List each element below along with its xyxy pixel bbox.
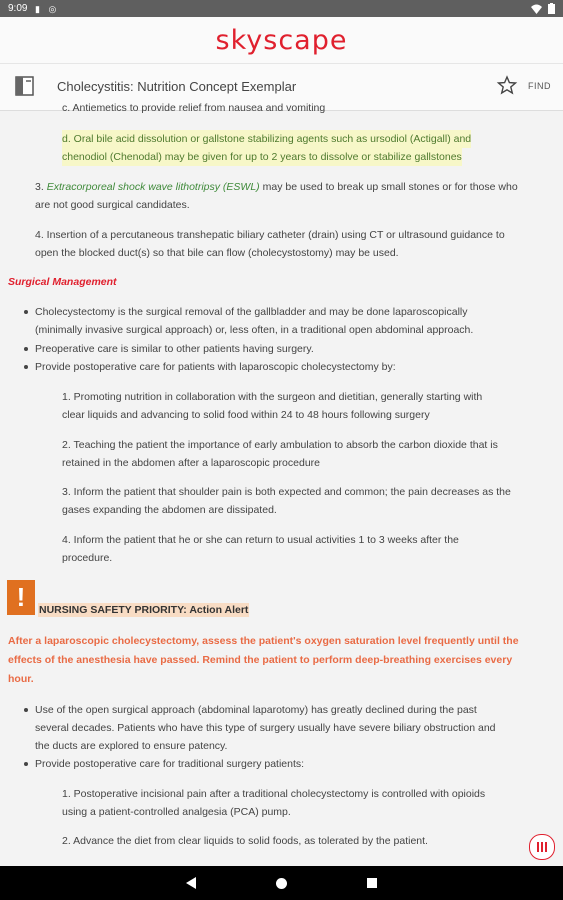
open-step-1-line2: using a patient-controlled analgesia (PCA) pump.	[62, 806, 291, 818]
system-nav-bar	[0, 866, 563, 900]
find-button[interactable]: FIND	[528, 81, 551, 91]
lap-step-4-line2: procedure.	[62, 552, 113, 564]
skyscape-logo: skyscape	[215, 24, 348, 56]
bullet-4-line1: Use of the open surgical approach (abdominal laparotomy) has greatly declined during the past	[35, 704, 477, 716]
lap-step-1-line2: clear liquids and advancing to solid food within 24 to 48 hours following surgery	[62, 409, 430, 421]
status-icons	[531, 3, 555, 14]
status-time: 9:09	[8, 3, 28, 14]
bullet-3: Provide postoperative care for patients with laparoscopic cholecystectomy by:	[35, 361, 396, 373]
page-title: Cholecystitis: Nutrition Concept Exemplar	[57, 79, 297, 94]
wifi-icon	[531, 4, 542, 14]
bullet-1-line1: Cholecystectomy is the surgical removal of the gallbladder and may be done laparoscopically	[35, 306, 468, 318]
open-step-1-line1: 1. Postoperative incisional pain after a traditional cholecystectomy is controlled with opioids	[62, 788, 486, 800]
item-d-line1: d. Oral bile acid dissolution or gallstone stabilizing agents such as ursodiol (Actigall) and	[62, 130, 471, 148]
star-icon[interactable]	[497, 75, 517, 95]
alert-icon: !	[7, 580, 35, 615]
alert-line1: After a laparoscopic cholecystectomy, assess the patient's oxygen saturation level frequently until the	[8, 635, 519, 647]
back-icon[interactable]	[186, 877, 196, 889]
item-d-line2: chenodiol (Chenodal) may be given for up to 2 years to dissolve or stabilize gallstones	[62, 148, 462, 166]
home-icon[interactable]	[276, 878, 287, 889]
lap-step-2-line1: 2. Teaching the patient the importance of early ambulation to absorb the carbon dioxide that is	[62, 439, 498, 451]
bullet	[24, 310, 28, 314]
lap-step-3-line2: gases expanding the abdomen are dissipated.	[62, 504, 277, 516]
alert-line3: hour.	[8, 673, 34, 685]
lap-step-3-line1: 3. Inform the patient that shoulder pain is both expected and common; the pain decreases as the	[62, 486, 511, 498]
article-content	[0, 102, 563, 866]
brand-bar	[0, 17, 563, 63]
bullet-2: Preoperative care is similar to other patients having surgery.	[35, 343, 314, 355]
lap-step-1-line1: 1. Promoting nutrition in collaboration with the surgeon and dietitian, generally starting with	[62, 391, 483, 403]
bullet	[24, 708, 28, 712]
bullet	[24, 365, 28, 369]
status-bar	[0, 0, 563, 17]
book-icon[interactable]	[14, 75, 36, 97]
highlighter-icon	[535, 840, 549, 854]
open-step-2: 2. Advance the diet from clear liquids to solid foods, as tolerated by the patient.	[62, 835, 428, 847]
bullet	[24, 347, 28, 351]
bullet-4-line3: the ducts are explored to ensure patency.	[35, 740, 228, 752]
item-c: c. Antiemetics to provide relief from nausea and vomiting	[62, 102, 326, 114]
sim-icon: ▮	[34, 3, 40, 14]
bullet-5: Provide postoperative care for traditional surgery patients:	[35, 758, 305, 770]
lap-step-2-line2: retained in the abdomen after a laparoscopic procedure	[62, 457, 320, 469]
lap-step-4-line1: 4. Inform the patient that he or she can return to usual activities 1 to 3 weeks after the	[62, 534, 459, 546]
battery-icon	[548, 3, 555, 14]
bullet-4-line2: several decades. Patients who have this type of surgery usually have severe biliary obstruction and	[35, 722, 496, 734]
bullet	[24, 762, 28, 766]
surgical-management-heading: Surgical Management	[8, 276, 117, 288]
alert-text	[8, 632, 548, 689]
item-4-line2: open the blocked duct(s) so that bile can flow (cholecystostomy) may be used.	[35, 247, 399, 259]
item-3-line2: are not good surgical candidates.	[35, 199, 190, 211]
alert-title: NURSING SAFETY PRIORITY: Action Alert	[39, 604, 249, 616]
item-4-line1: 4. Insertion of a percutaneous transhepatic biliary catheter (drain) using CT or ultrasound guidance to	[35, 229, 505, 241]
alert-line2: effects of the anesthesia have passed. Remind the patient to perform deep-breathing exercises every	[8, 654, 513, 666]
recent-apps-icon[interactable]	[367, 878, 377, 888]
notification-icon: ◎	[48, 3, 57, 14]
item-3-line1: 3. Extracorporeal shock wave lithotripsy (ESWL) may be used to break up small stones or for those who	[35, 181, 518, 193]
bullet-1-line2: (minimally invasive surgical approach) or, less often, in a traditional open abdominal approach.	[35, 324, 474, 336]
eswl-term: Extracorporeal shock wave lithotripsy (ESWL)	[46, 181, 260, 193]
highlighter-button[interactable]	[529, 834, 555, 860]
